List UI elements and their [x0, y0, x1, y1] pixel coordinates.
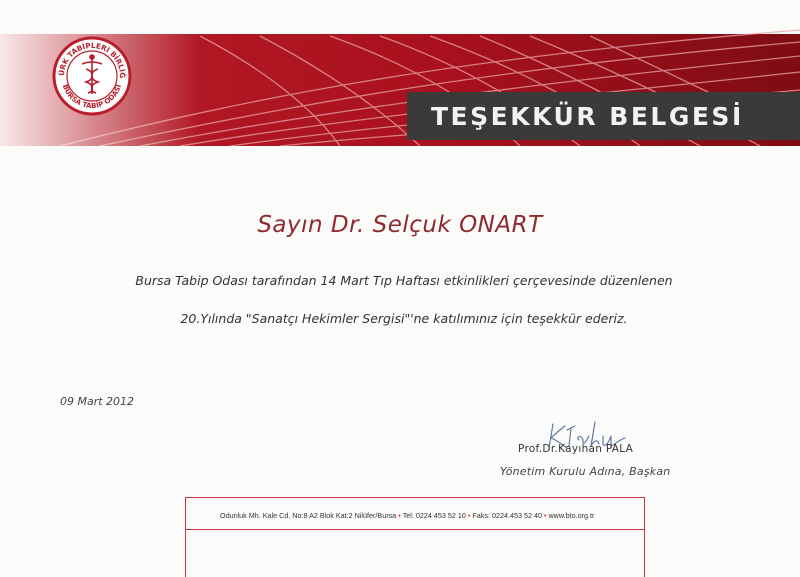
signatory-name: Prof.Dr.Kayıhan PALA — [518, 443, 634, 455]
footer-address: Odunluk Mh. Kale Cd. No:8 A2 Blok Kat:2 Nilüfer/Bursa — [220, 511, 397, 520]
certificate-title: TEŞEKKÜR BELGESİ — [431, 101, 744, 131]
signatory-title: Yönetim Kurulu Adına, Başkan — [500, 465, 671, 478]
footer-website-link[interactable]: www.bto.org.tr — [548, 511, 595, 520]
footer-frame — [185, 497, 645, 577]
recipient-name: Sayın Dr. Selçuk ONART — [257, 212, 543, 238]
organization-logo — [52, 36, 132, 116]
logo-text-top: ÜRK TABİPLERİ BİRLİĞ — [56, 40, 128, 79]
body-text-line-1: Bursa Tabip Odası tarafından 14 Mart Tıp Haftası etkinlikleri çerçevesinde düzenlenen — [135, 273, 673, 288]
footer-separator-dot: • — [467, 511, 471, 520]
logo-text-bottom: BURSA TABİP ODASI — [60, 83, 124, 111]
footer-separator-dot: • — [398, 511, 401, 520]
footer-fax: Faks: 0224.453 52 40 — [472, 511, 542, 520]
footer-separator-dot: • — [543, 511, 547, 520]
footer-contact — [220, 511, 594, 520]
footer-divider — [185, 529, 645, 530]
issue-date: 09 Mart 2012 — [60, 395, 135, 408]
body-text-line-2: 20.Yılında "Sanatçı Hekimler Sergisi"'ne katılımınız için teşekkür ederiz. — [180, 311, 628, 326]
footer-phone: Tel: 0224 453 52 10 — [402, 511, 466, 520]
certificate-title-box — [407, 92, 800, 140]
